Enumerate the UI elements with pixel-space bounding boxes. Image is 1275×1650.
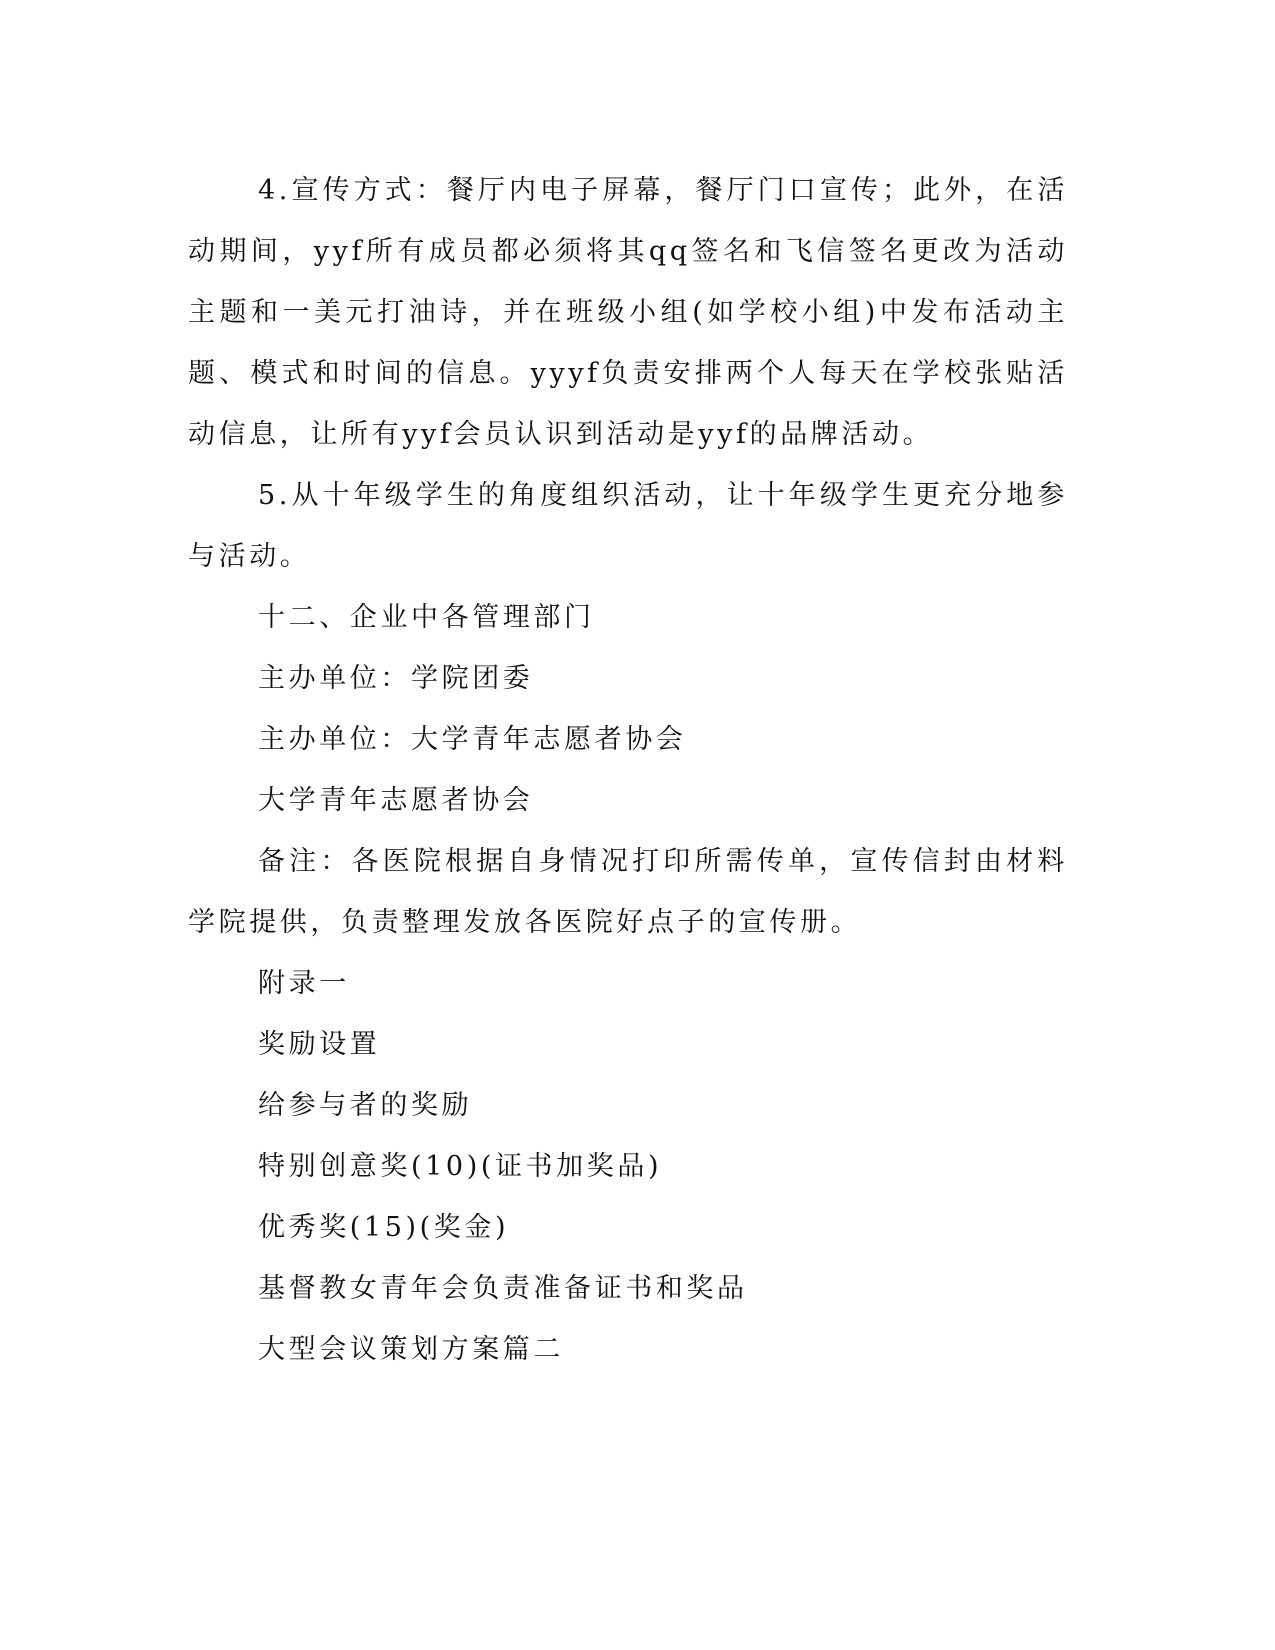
- section-heading-part-two: 大型会议策划方案篇二: [258, 1334, 564, 1365]
- section-heading-departments: 十二、企业中各管理部门: [258, 602, 595, 633]
- line-excellence-award: 优秀奖(15)(奖金): [258, 1212, 510, 1243]
- line-host-unit-1: 主办单位：学院团委: [258, 663, 534, 694]
- line-ywca-prizes: 基督教女青年会负责准备证书和奖品: [258, 1273, 748, 1304]
- document-body: [188, 160, 1068, 1380]
- paragraph-remarks: 备注：各医院根据自身情况打印所需传单，宣传信封由材料学院提供，负责整理发放各医院好点子的宣传册。: [188, 846, 1068, 938]
- line-special-creative-award: 特别创意奖(10)(证书加奖品): [258, 1151, 663, 1182]
- appendix-heading: 附录一: [258, 968, 350, 999]
- line-host-unit-2: 主办单位：大学青年志愿者协会: [258, 724, 687, 755]
- paragraph-tenth-grade: 5.从十年级学生的角度组织活动，让十年级学生更充分地参与活动。: [188, 480, 1068, 572]
- line-volunteer-association: 大学青年志愿者协会: [258, 785, 534, 816]
- paragraph-publicity-method: 4.宣传方式：餐厅内电子屏幕，餐厅门口宣传；此外，在活动期间，yyf所有成员都必须将其qq签名和飞信签名更改为活动主题和一美元打油诗，并在班级小组(如学校小组)中发布活动主题、模式和时间的信息。yyyf负责安排两个人每天在学校张贴活动信息，让所有yyf会员认识到活动是yyf的品牌活动。: [188, 175, 1068, 450]
- line-participant-awards: 给参与者的奖励: [258, 1090, 473, 1121]
- line-award-settings: 奖励设置: [258, 1029, 381, 1060]
